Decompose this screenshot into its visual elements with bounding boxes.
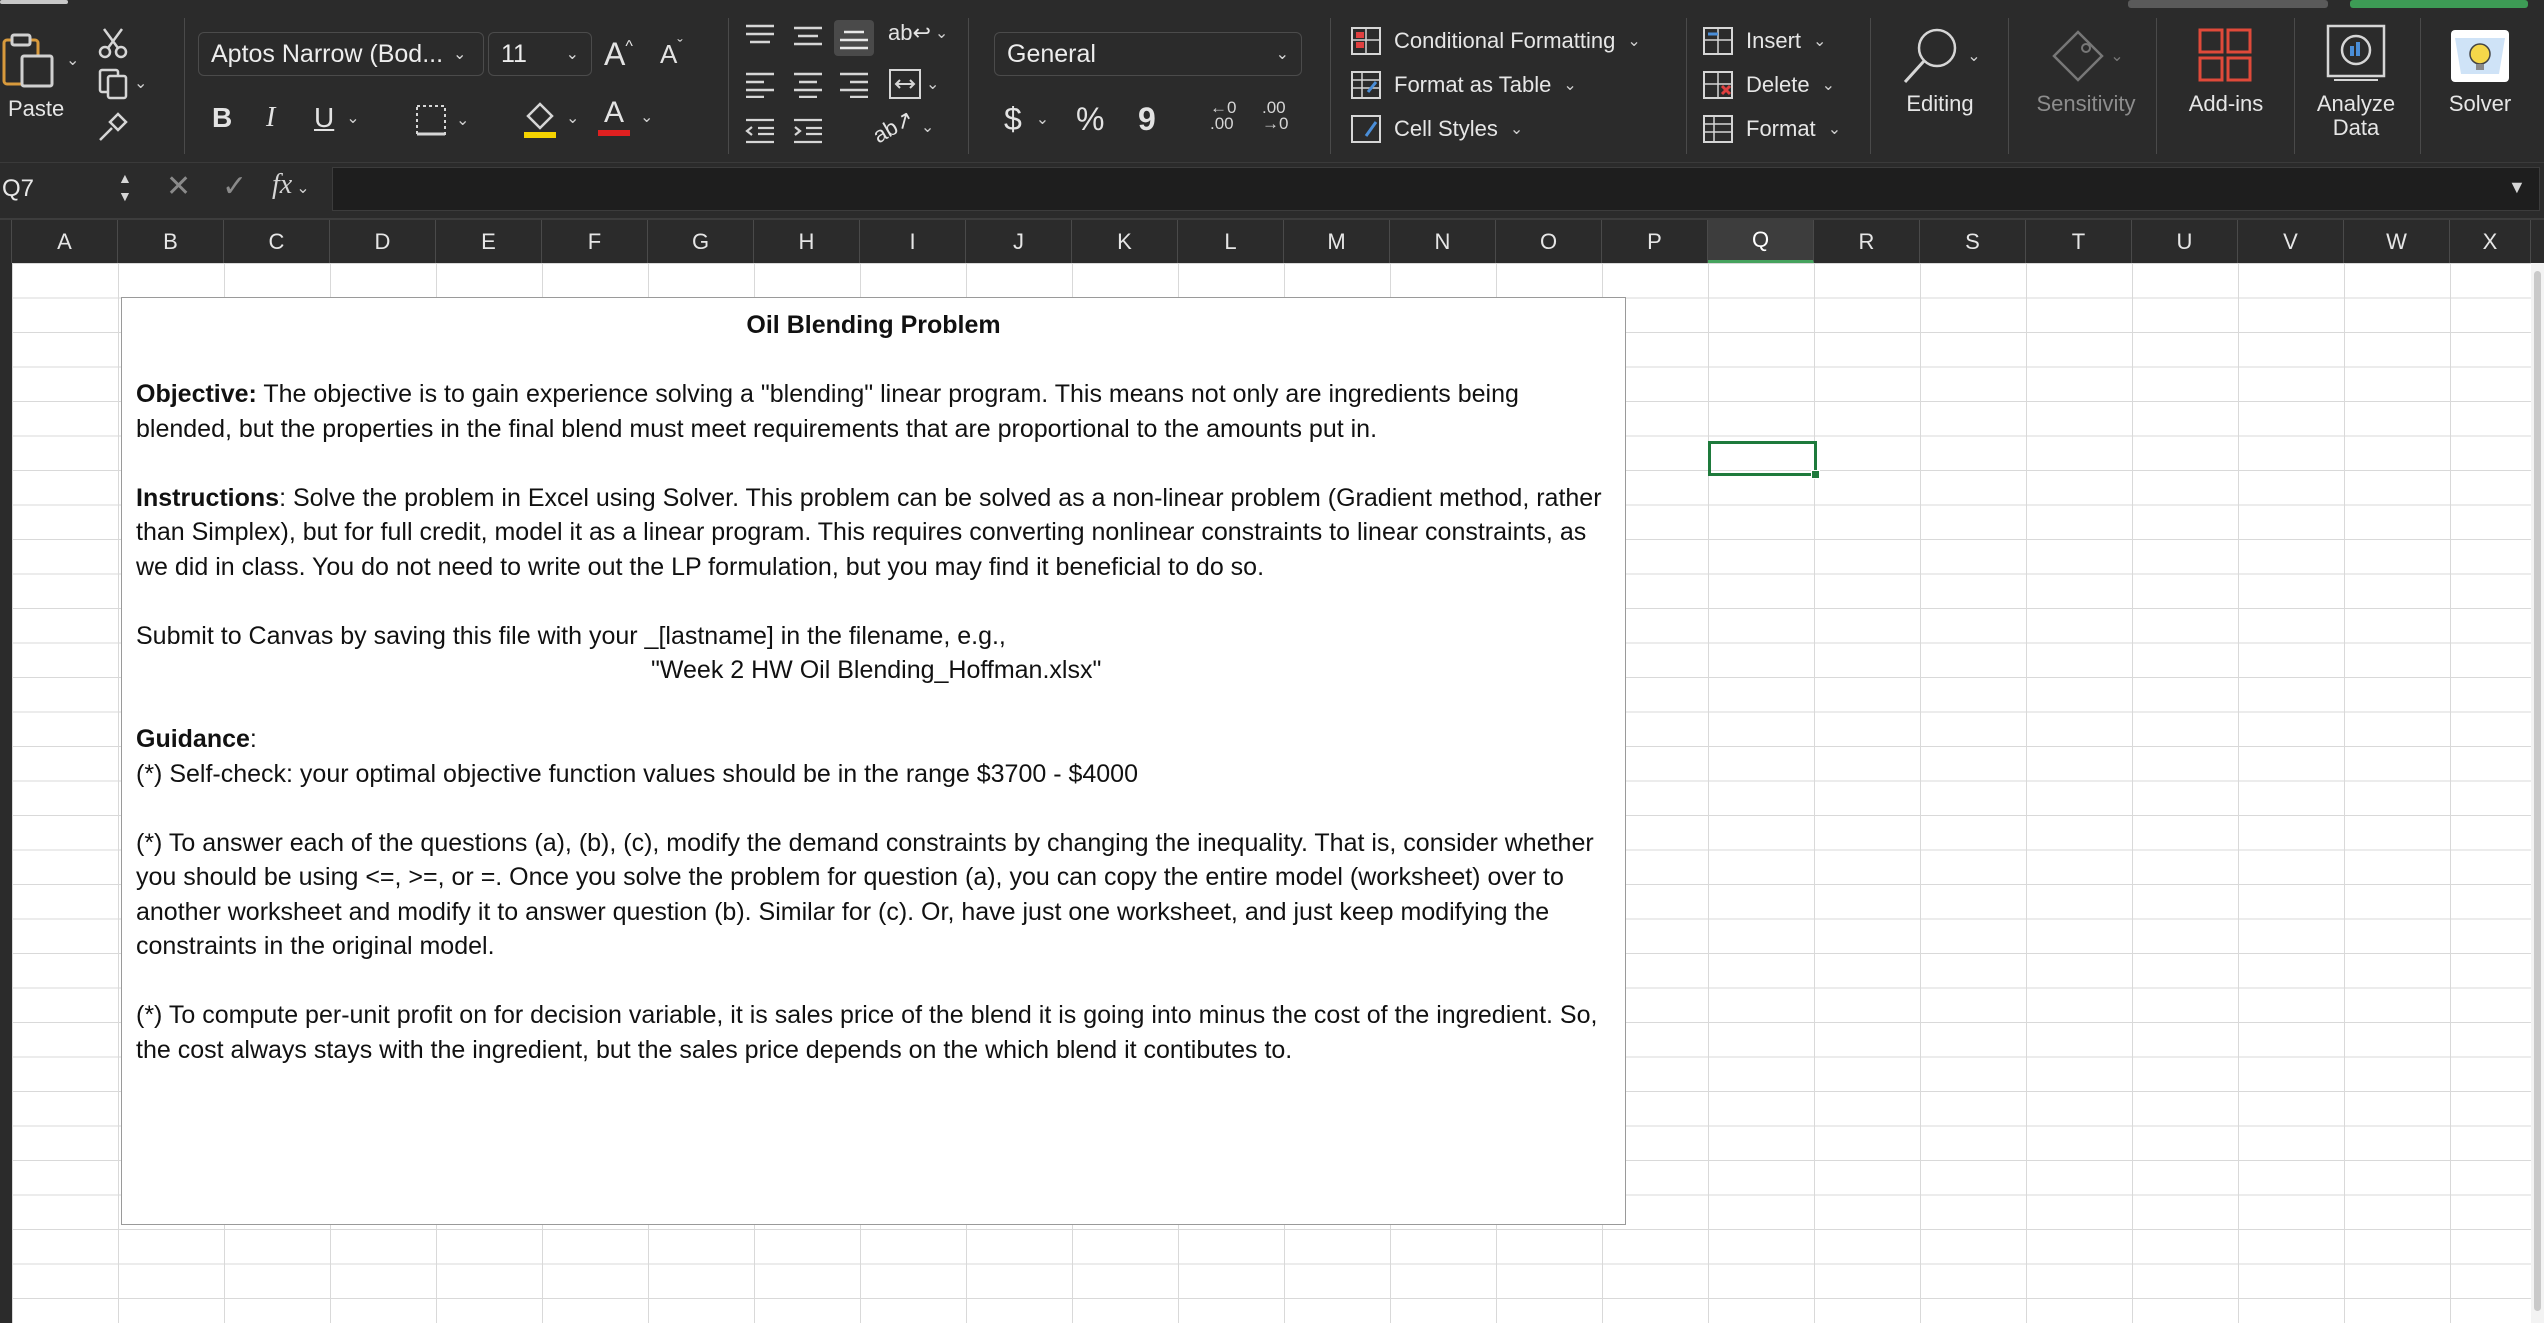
fill-handle[interactable] [1811,470,1820,479]
vertical-scrollbar[interactable] [2531,263,2544,1323]
column-header-a[interactable]: A [12,220,118,263]
separator [2008,18,2009,154]
analyze-data-icon [2324,22,2388,86]
italic-button[interactable]: I [266,102,276,133]
column-header-w[interactable]: W [2344,220,2450,263]
submit-filename-example: "Week 2 HW Oil Blending_Hoffman.xlsx" [651,656,1102,684]
name-box-stepper[interactable]: ▲ ▼ [118,170,132,204]
text-box-title: Oil Blending Problem [746,311,1001,339]
separator [1870,18,1871,154]
format-as-table-icon [1350,70,1382,100]
name-box[interactable]: Q7 [2,175,35,202]
instructions-text-box[interactable] [121,297,1626,1225]
column-header-i[interactable]: I [860,220,966,263]
middle-align-icon [792,22,824,50]
format-as-table-button[interactable]: Format as Table ⌄ [1350,70,1577,100]
cut-button[interactable] [96,26,130,60]
sensitivity-tag-icon [2048,26,2108,86]
paste-button[interactable] [0,30,80,126]
insert-cells-icon [1702,26,1734,56]
top-align-button[interactable] [744,22,776,50]
cell-styles-icon [1350,114,1382,144]
solver-button[interactable]: Solver [2432,24,2528,116]
decrease-indent-button[interactable] [744,116,776,144]
column-header-f[interactable]: F [542,220,648,263]
column-header-m[interactable]: M [1284,220,1390,263]
format-cells-icon [1702,114,1734,144]
account-strip[interactable] [2128,0,2328,8]
align-left-button[interactable] [744,70,776,98]
font-color-button[interactable]: A ⌄ [598,96,653,138]
font-name-dropdown[interactable]: Aptos Narrow (Bod... ⌄ [198,32,484,76]
decrease-decimal-button[interactable] [1262,100,1288,132]
column-headers [0,218,2544,263]
guidance-heading: Guidance: [136,725,257,753]
percent-format-button[interactable]: % [1076,100,1105,137]
borders-icon [414,103,448,137]
align-center-icon [792,70,824,98]
instructions-paragraph: Instructions: Solve the problem in Excel using Solver. This problem can be solved as a non-linear problem (Gradient method, rather than Simplex), but for full credit, model it as a linear program. This requires converting nonlinear constraints to linear constraints, as we did in class. You do not need to write out the LP formulation, but you may find it beneficial to do so. [136,483,1602,581]
bottom-align-button[interactable] [834,20,874,56]
separator [2294,18,2295,154]
separator [728,18,729,154]
decrease-font-size-button[interactable]: A ˇ [660,38,683,69]
analyze-data-button[interactable]: Analyze Data [2306,22,2406,140]
increase-font-size-button[interactable]: A ^ [604,35,633,72]
conditional-formatting-button[interactable]: Conditional Formatting ⌄ [1350,26,1641,56]
expand-formula-bar-button[interactable]: ▼ [2508,177,2526,197]
underline-button[interactable]: U ⌄ [314,102,360,133]
column-header-u[interactable]: U [2132,220,2238,263]
copy-icon [96,66,130,100]
increase-decimal-button[interactable] [1210,100,1236,132]
number-format-dropdown[interactable]: General ⌄ [994,32,1302,76]
align-right-button[interactable] [838,70,870,98]
align-center-button[interactable] [792,70,824,98]
column-header-n[interactable]: N [1390,220,1496,263]
separator [968,18,969,154]
comma-style-button[interactable]: 9 [1138,100,1156,137]
insert-cells-button[interactable]: Insert ⌄ [1702,26,1826,56]
decrease-indent-icon [744,116,776,144]
column-header-d[interactable]: D [330,220,436,263]
format-painter-icon [96,112,128,144]
column-header-j[interactable]: J [966,220,1072,263]
column-header-l[interactable]: L [1178,220,1284,263]
select-all-corner[interactable] [0,220,12,263]
middle-align-button[interactable] [792,22,824,50]
orientation-icon: ab↗ [868,105,919,149]
column-header-p[interactable]: P [1602,220,1708,263]
add-ins-icon [2196,26,2256,86]
ribbon-tab-indicator [0,0,68,4]
delete-cells-icon [1702,70,1734,100]
formula-bar [0,162,2544,218]
separator [2420,18,2421,154]
fill-bucket-icon [522,98,558,138]
row-headers[interactable] [0,263,12,1323]
solver-icon [2449,24,2511,86]
column-header-k[interactable]: K [1072,220,1178,263]
delete-cells-button[interactable]: Delete ⌄ [1702,70,1835,100]
separator [1330,18,1331,154]
paste-label: Paste [8,96,65,121]
column-header-b[interactable]: B [118,220,224,263]
ribbon [0,0,2544,162]
column-header-o[interactable]: O [1496,220,1602,263]
objective-paragraph: Objective: The objective is to gain experience solving a "blending" linear program. This means not only are ingredients being blended, but the properties in the final blend must meet requirements that are proportional to the amounts put in. [136,380,1519,443]
column-header-c[interactable]: C [224,220,330,263]
guidance-demand-constraints: (*) To answer each of the questions (a), (b), (c), modify the demand constraints by changing the inequality. That is, consider whether you should be using <=, >=, or =. Once you solve the problem for question (a), you can copy the entire model (worksheet) over to another worksheet and modify it to answer question (b). Similar for (c). Or, have just one worksheet, and just keep modifying the constraints in the original model. [136,828,1594,960]
scrollbar-thumb[interactable] [2534,271,2541,1311]
align-left-icon [744,70,776,98]
confirm-entry-button[interactable]: ✓ [222,170,248,203]
font-size-dropdown[interactable]: 11 ⌄ [488,32,592,76]
cell-styles-button[interactable]: Cell Styles ⌄ [1350,114,1523,144]
selected-cell[interactable] [1708,441,1817,476]
column-header-t[interactable]: T [2026,220,2132,263]
separator [1686,18,1687,154]
guidance-per-unit-profit: (*) To compute per-unit profit on for decision variable, it is sales price of the blend it is going into minus the cost of the ingredient. So, the cost always stays with the ingredient, but the sales price depends on the which blend it contibutes to. [136,1001,1598,1064]
column-header-r[interactable]: R [1814,220,1920,263]
paste-dropdown-chevron[interactable]: ⌄ [66,52,80,69]
fill-color-button[interactable]: ⌄ [522,98,579,138]
copy-button[interactable]: ⌄ [96,66,147,100]
format-painter-button[interactable] [96,112,128,144]
column-header-s[interactable]: S [1920,220,2026,263]
sensitivity-button[interactable]: ⌄ Sensitivity [2030,26,2142,116]
cancel-entry-button[interactable]: ✕ [166,170,192,203]
share-button-strip[interactable] [2350,0,2528,8]
format-cells-button[interactable]: Format ⌄ [1702,114,1841,144]
column-header-x[interactable]: X [2450,220,2531,263]
formula-input[interactable] [332,167,2540,211]
column-header-v[interactable]: V [2238,220,2344,263]
separator [2156,18,2157,154]
insert-function-button[interactable]: fx ⌄ [272,169,310,200]
merge-icon [888,68,922,100]
separator [184,18,185,154]
column-header-q[interactable]: Q [1708,220,1814,263]
guidance-self-check: (*) Self-check: your optimal objective function values should be in the range $3700 - $4000 [136,759,1138,788]
wrap-text-button[interactable]: ab↩ ⌄ [888,20,949,45]
decrease-decimal-icon: .00 →0 [1262,98,1289,133]
editing-button[interactable]: ⌄ Editing [1892,26,1988,116]
bold-button[interactable]: B [212,102,233,133]
merge-center-button[interactable]: ⌄ [888,68,939,100]
borders-button[interactable]: ⌄ [414,100,469,140]
search-icon [1899,26,1963,86]
add-ins-button[interactable]: Add-ins [2178,26,2274,116]
orientation-button[interactable]: ab↗ ⌄ [868,105,935,149]
currency-format-button[interactable]: $ ⌄ [1004,100,1050,137]
increase-indent-button[interactable] [792,116,824,144]
paste-icon [0,30,60,90]
increase-decimal-icon: ←0 .00 [1210,98,1237,133]
bottom-align-icon [838,24,870,52]
column-header-g[interactable]: G [648,220,754,263]
wrap-text-icon: ab↩ [888,20,931,45]
column-header-e[interactable]: E [436,220,542,263]
scissors-icon [96,26,130,60]
conditional-formatting-icon [1350,26,1382,56]
increase-indent-icon [792,116,824,144]
top-align-icon [744,22,776,50]
align-right-icon [838,70,870,98]
submit-paragraph: Submit to Canvas by saving this file with your _[lastname] in the filename, e.g., [136,621,1006,650]
column-header-h[interactable]: H [754,220,860,263]
